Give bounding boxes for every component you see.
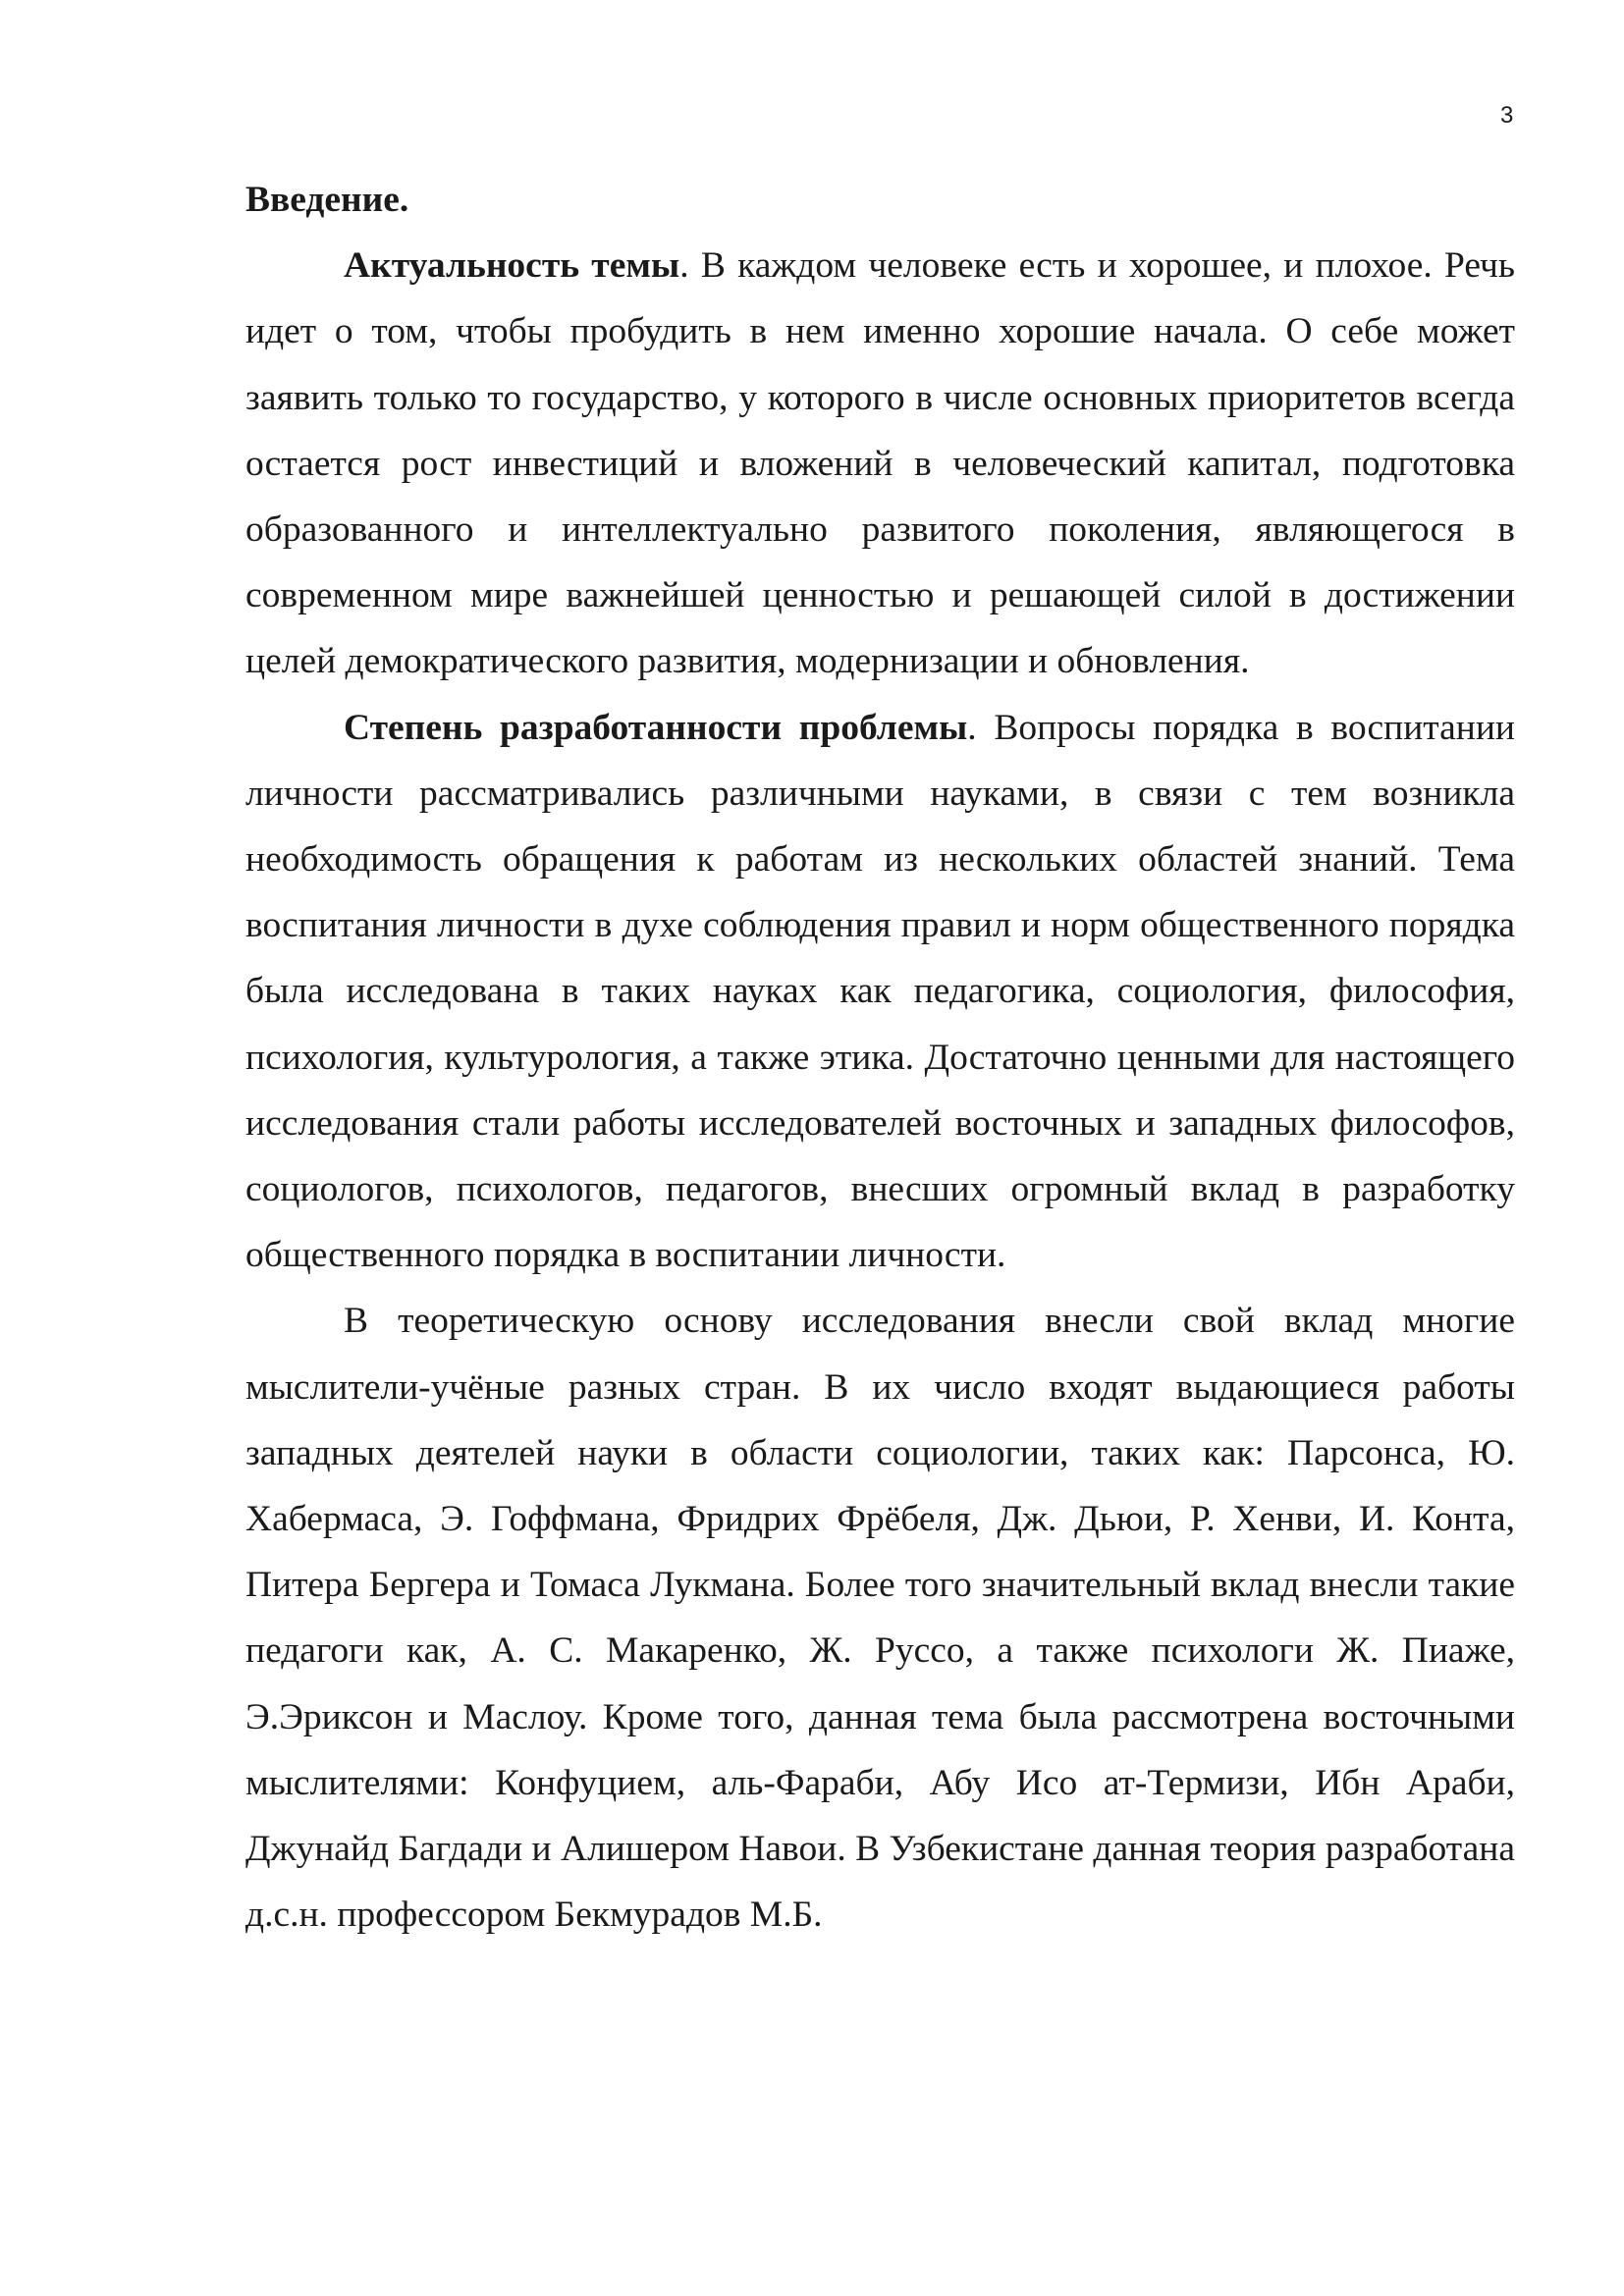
paragraph-theoretical-basis (245, 1288, 1515, 1948)
paragraph-text: . В каждом человеке есть и хорошее, и плохое. Речь идет о том, чтобы пробудить в нем именно хорошие начала. О себе может заявить только то государство, у которого в числе основных приоритетов всегда остается рост инвестиций и вложений в человеческий капитал, подготовка образованного и интеллектуально развитого поколения, являющегося в современном мире важнейшей ценностью и решающей силой в достижении целей демократического развития, модернизации и обновления. (245, 245, 1515, 682)
paragraph-relevance (245, 233, 1515, 694)
paragraph-text: . Вопросы порядка в воспитании личности рассматривались различными науками, в связи с тем возникла необходимость обращения к работам из нескольких областей знаний. Тема воспитания личности в духе соблюдения правил и норм общественного порядка была исследована в таких науках как педагогика, социология, философия, психология, культурология, а также этика. Достаточно ценными для настоящего исследования стали работы исследователей восточных и западных философов, социологов, психологов, педагогов, внесших огромный вклад в разработку общественного порядка в воспитании личности. (245, 707, 1515, 1276)
paragraph-lead: Актуальность темы (344, 245, 680, 287)
paragraph-lead: Степень разработанности проблемы (344, 707, 968, 748)
paragraph-research-degree (245, 695, 1515, 1289)
section-heading: Введение. (245, 180, 409, 220)
paragraph-text: В теоретическую основу исследования внесли свой вклад многие мыслители-учёные разных стран. В их число входят выдающиеся работы западных деятелей науки в области социологии, таких как: Парсонса, Ю. Хабермаса, Э. Гоффмана, Фридрих Фрёбеля, Дж. Дьюи, Р. Хенви, И. Конта, Питера Бергера и Томаса Лукмана. Более того значительный вклад внесли такие педагоги как, А. С. Макаренко, Ж. Руссо, а также психологи Ж. Пиаже, Э.Эриксон и Маслоу. Кроме того, данная тема была рассмотрена восточными мыслителями: Конфуцием, аль-Фараби, Абу Исо ат-Термизи, Ибн Араби, Джунайд Багдади и Алишером Навои. В Узбекистане данная теория разработана д.с.н. профессором Бекмурадов М.Б. (245, 1301, 1515, 1936)
page-number: 3 (1500, 102, 1514, 129)
document-body (245, 167, 1515, 1948)
